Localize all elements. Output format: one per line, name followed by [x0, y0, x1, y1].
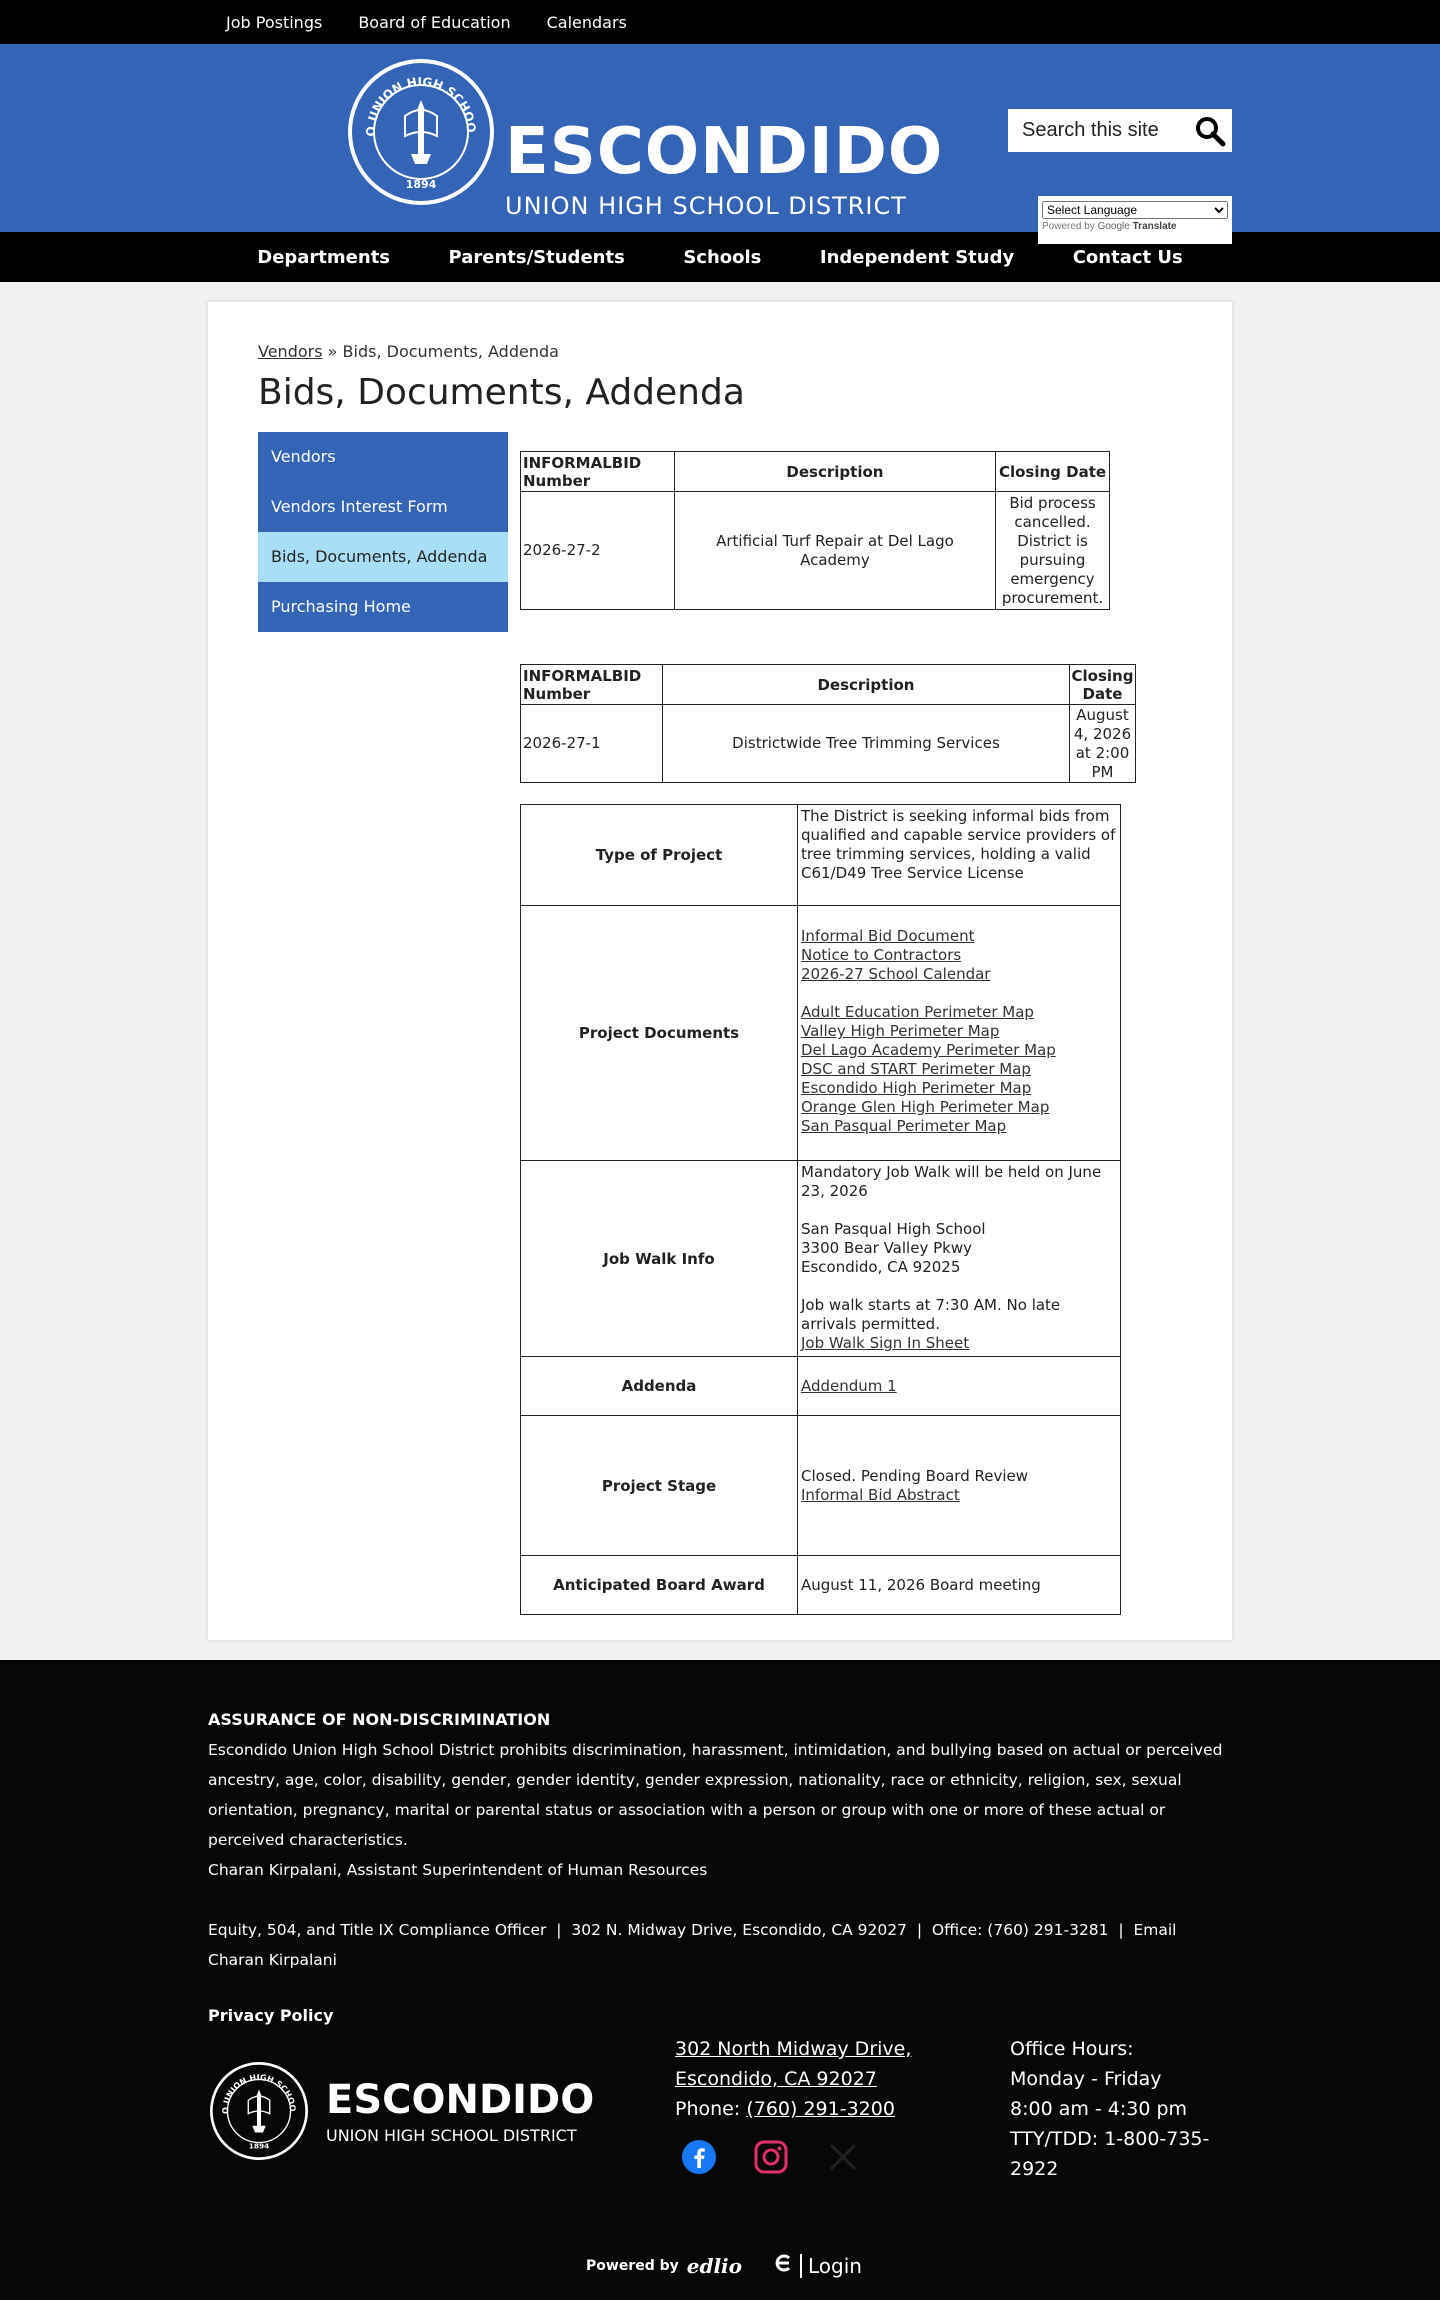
doc-link-valley-high-map[interactable]: Valley High Perimeter Map: [801, 1022, 1000, 1040]
language-select[interactable]: [1042, 201, 1228, 219]
search-input[interactable]: Search this site: [1022, 119, 1159, 141]
svg-text:ESCONDIDO UNION HIGH SCHOOL DI: O UNION HIGH SCHOO: [363, 74, 479, 137]
translate-powered-by: Powered by Google Translate: [1042, 221, 1177, 232]
project-stage-status: Closed. Pending Board Review: [801, 1466, 1029, 1485]
google-translate-widget: [1038, 196, 1232, 244]
office-hours-days: Monday - Friday: [1010, 2068, 1162, 2090]
edlio-logo[interactable]: edlio: [686, 2253, 742, 2278]
bid-description-cell: Districtwide Tree Trimming Services: [662, 705, 1069, 783]
doc-link-notice-to-contractors[interactable]: Notice to Contractors: [801, 946, 962, 964]
powered-by-edlio: [586, 2252, 862, 2279]
svg-text:ESCONDIDO UNION HIGH SCHOOL DI: O UNION HIGH SCHOO: [221, 2073, 298, 2115]
subnav-item-vendors[interactable]: Vendors: [258, 432, 508, 482]
doc-link-school-calendar[interactable]: 2026-27 School Calendar: [801, 965, 991, 983]
project-documents-list: [798, 906, 1121, 1161]
content-card: [208, 302, 1232, 1640]
addenda-label: Addenda: [521, 1357, 798, 1416]
powered-by-label: Powered by: [586, 2257, 679, 2274]
x-twitter-icon[interactable]: [824, 2138, 862, 2176]
bid-table-header-closing-date: Closing Date: [996, 452, 1110, 492]
login-link[interactable]: [774, 2252, 862, 2279]
anticipated-board-award-value: August 11, 2026 Board meeting: [798, 1556, 1121, 1615]
footer-brand[interactable]: [326, 2077, 595, 2145]
site-search[interactable]: [1008, 109, 1232, 152]
non-discrimination-title: ASSURANCE OF NON-DISCRIMINATION: [208, 1710, 551, 1729]
utility-link-calendars[interactable]: Calendars: [546, 12, 627, 32]
subnav-item-purchasing-home[interactable]: Purchasing Home: [258, 582, 508, 632]
phone-label: Phone:: [675, 2098, 741, 2120]
doc-link-del-lago-map[interactable]: Del Lago Academy Perimeter Map: [801, 1041, 1056, 1059]
job-walk-time: Job walk starts at 7:30 AM. No late arrivals permitted.: [801, 1296, 1061, 1333]
breadcrumb-current: Bids, Documents, Addenda: [342, 342, 559, 361]
job-walk-sign-in-link[interactable]: Job Walk Sign In Sheet: [801, 1334, 970, 1352]
job-walk-date: Mandatory Job Walk will be held on June 23, 2026: [801, 1163, 1102, 1200]
type-of-project-value: The District is seeking informal bids from qualified and capable service providers of tree trimming services, holding a valid C61/D49 Tree Service License: [798, 805, 1121, 906]
bid-closing-date-cell: Bid process cancelled. District is pursuing emergency procurement.: [996, 492, 1110, 610]
nav-parents-students[interactable]: Parents/Students: [448, 246, 625, 268]
bid-table-header-closing-date: Closing Date: [1070, 665, 1136, 705]
nav-departments[interactable]: Departments: [257, 246, 391, 268]
doc-link-dsc-start-map[interactable]: DSC and START Perimeter Map: [801, 1060, 1031, 1078]
privacy-policy-link[interactable]: Privacy Policy: [208, 2006, 334, 2025]
instagram-icon[interactable]: [752, 2138, 790, 2176]
bid-table-header-description: Description: [674, 452, 995, 492]
subnav-item-bids-documents-addenda[interactable]: Bids, Documents, Addenda: [258, 532, 508, 582]
site-header: [0, 44, 1440, 232]
bid-table-2026-27-1: [520, 664, 1136, 783]
doc-link-orange-glen-map[interactable]: Orange Glen High Perimeter Map: [801, 1098, 1050, 1116]
utility-link-job-postings[interactable]: Job Postings: [226, 12, 323, 32]
bid-table-header-description: Description: [662, 665, 1069, 705]
compliance-officer-info: Equity, 504, and Title IX Compliance Officer | 302 N. Midway Drive, Escondido, CA 92027 | Office: (760) 291-3281 | Email Charan Kirpalani: [208, 1921, 1182, 1969]
bid-table-header-number: INFORMALBID Number: [521, 452, 675, 492]
nav-contact-us[interactable]: Contact Us: [1072, 246, 1183, 268]
footer-district-seal[interactable]: [208, 2060, 310, 2162]
facebook-icon[interactable]: [680, 2138, 718, 2176]
address-line-2-link[interactable]: Escondido, CA 92027: [675, 2068, 877, 2090]
bid-table-header-number: INFORMALBID Number: [521, 665, 663, 705]
project-stage-label: Project Stage: [521, 1416, 798, 1556]
subnav-item-vendors-interest-form[interactable]: Vendors Interest Form: [258, 482, 508, 532]
project-documents-label: Project Documents: [521, 906, 798, 1161]
utility-bar: [0, 0, 1440, 44]
district-brand[interactable]: [505, 115, 944, 220]
office-hours-title: Office Hours:: [1010, 2038, 1134, 2060]
login-label: Login: [808, 2253, 862, 2278]
district-seal-logo[interactable]: [345, 56, 497, 208]
doc-link-san-pasqual-map[interactable]: San Pasqual Perimeter Map: [801, 1117, 1007, 1135]
login-divider: [800, 2254, 802, 2278]
footer-seal-year: 1894: [248, 2141, 270, 2151]
non-discrimination-contact: Charan Kirpalani, Assistant Superintendent of Human Resources: [208, 1861, 708, 1879]
bid-number-cell: 2026-27-2: [521, 492, 675, 610]
doc-link-informal-bid-document[interactable]: Informal Bid Document: [801, 927, 975, 945]
brand-subtitle: UNION HIGH SCHOOL DISTRICT: [505, 192, 907, 220]
bid-number-cell: 2026-27-1: [521, 705, 663, 783]
addendum-1-link[interactable]: Addendum 1: [801, 1376, 897, 1395]
nav-independent-study[interactable]: Independent Study: [819, 246, 1015, 268]
bid-description-cell: Artificial Turf Repair at Del Lago Academy: [674, 492, 995, 610]
nav-schools[interactable]: Schools: [683, 246, 762, 268]
informal-bid-abstract-link[interactable]: Informal Bid Abstract: [801, 1485, 960, 1504]
search-icon[interactable]: [1188, 109, 1232, 152]
type-of-project-label: Type of Project: [521, 805, 798, 906]
bid-table-2026-27-2: [520, 451, 1110, 610]
addenda-value: [798, 1357, 1121, 1416]
non-discrimination-text: Escondido Union High School District prohibits discrimination, harassment, intimidation, and bullying based on actual or perceived ancestry, age, color, disability, gender, gender identity, gender expression, nationality, race or ethnicity, religion, sex, sexual orientation, pregnancy, marital or parental status or association with a person or group with one or more of these actual or perceived characteristics. Charan Kirpalani, Assistant Superintendent of Human Resources: [208, 1735, 1232, 1885]
seal-year: 1894: [405, 178, 437, 191]
brand-name: ESCONDIDO: [505, 115, 944, 189]
page-title: Bids, Documents, Addenda: [258, 372, 745, 413]
footer-brand-name: ESCONDIDO: [326, 2077, 595, 2123]
site-footer: [0, 1660, 1440, 2300]
doc-link-adult-education-map[interactable]: Adult Education Perimeter Map: [801, 1003, 1034, 1021]
breadcrumb-vendors-link[interactable]: Vendors: [258, 342, 323, 361]
edlio-e-icon: [774, 2252, 794, 2279]
doc-link-escondido-high-map[interactable]: Escondido High Perimeter Map: [801, 1079, 1032, 1097]
job-walk-location-street: 3300 Bear Valley Pkwy: [801, 1239, 972, 1257]
anticipated-board-award-label: Anticipated Board Award: [521, 1556, 798, 1615]
footer-address: [675, 2034, 911, 2124]
footer-brand-subtitle: UNION HIGH SCHOOL DISTRICT: [326, 2126, 577, 2145]
office-hours: [1010, 2034, 1232, 2184]
breadcrumb-separator: »: [327, 342, 338, 361]
job-walk-location-city: Escondido, CA 92025: [801, 1258, 961, 1276]
project-stage-value: [798, 1416, 1121, 1556]
social-links: [680, 2138, 862, 2176]
tty-number: TTY/TDD: 1-800-735-2922: [1010, 2128, 1210, 2180]
breadcrumb: [258, 342, 559, 361]
job-walk-label: Job Walk Info: [521, 1161, 798, 1357]
job-walk-info: [798, 1161, 1121, 1357]
address-line-1-link[interactable]: 302 North Midway Drive,: [675, 2038, 912, 2060]
project-details-table: [520, 804, 1121, 1615]
utility-link-board-of-education[interactable]: Board of Education: [358, 12, 511, 32]
section-subnav: [258, 432, 508, 632]
bid-closing-date-cell: August 4, 2026 at 2:00 PM: [1070, 705, 1136, 783]
office-hours-time: 8:00 am - 4:30 pm: [1010, 2098, 1188, 2120]
phone-link[interactable]: (760) 291-3200: [746, 2098, 895, 2120]
job-walk-location-name: San Pasqual High School: [801, 1220, 986, 1238]
